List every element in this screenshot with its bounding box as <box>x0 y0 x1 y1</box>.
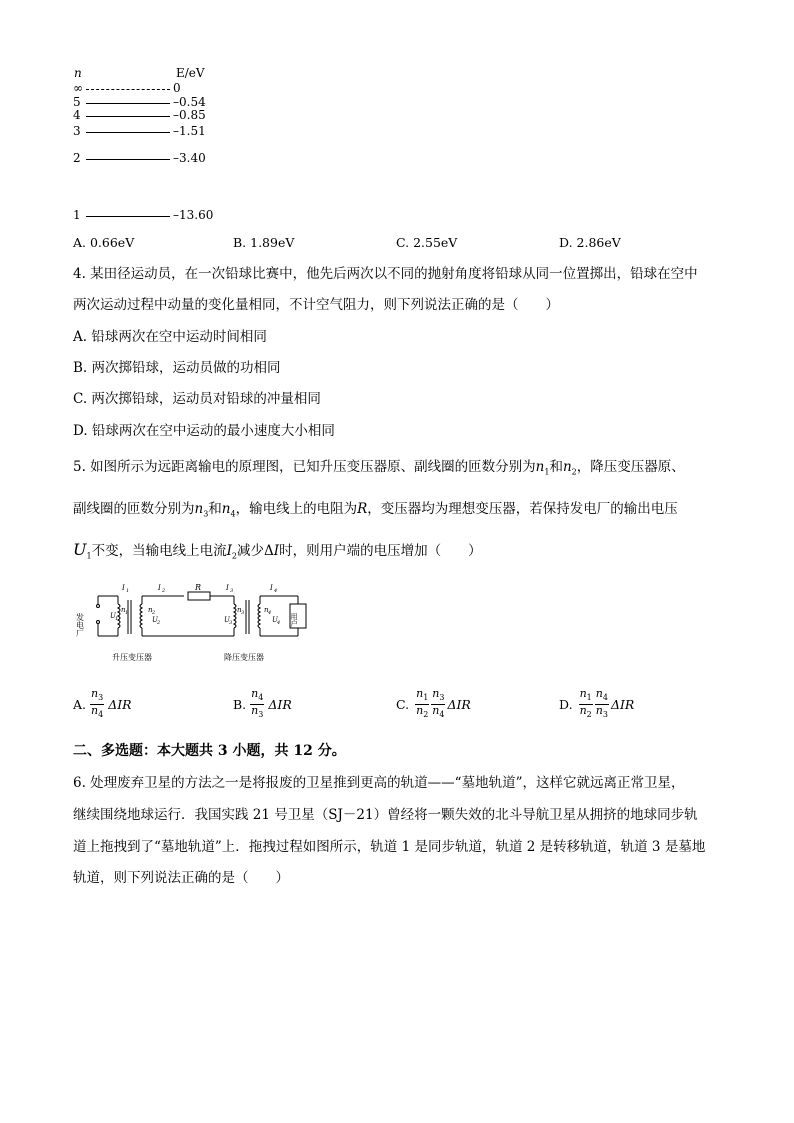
svg-text:1: 1 <box>126 588 130 594</box>
q5-option-b: B. $\frac{n_4}{n_3}$ ΔIR <box>233 687 292 720</box>
q5-option-d: D. $\frac{n_1}{n_2}$ $\frac{n_4}{n_3}$ ΔIR <box>559 687 635 720</box>
fraction: $\frac{n_3}{n_4}$ <box>432 687 445 720</box>
q6-stem-line3: 道上拖拽到了“墓地轨道”上．拖拽过程如图所示，轨道 1 是同步轨道，轨道 2 是转移轨道，轨道 3 是墓地 <box>73 839 706 855</box>
level-e-5: –0.54 <box>173 95 206 109</box>
level-e-1: –13.60 <box>173 208 214 222</box>
svg-text:2: 2 <box>157 620 161 626</box>
svg-text:2: 2 <box>162 588 166 594</box>
svg-text:4: 4 <box>268 610 272 616</box>
svg-text:I: I <box>270 584 273 592</box>
level-e-4: –0.85 <box>173 108 206 122</box>
level-n-1: 1 <box>73 208 81 222</box>
fraction: $\frac{n_4}{n_3}$ <box>251 687 264 720</box>
q6-stem-line4: 轨道，则下列说法正确的是（ ） <box>73 870 289 886</box>
section-heading-multiple-choice: 二、多选题：本大题共 3 小题，共 12 分。 <box>73 743 346 759</box>
svg-text:4: 4 <box>274 588 278 594</box>
circuit-user-label: 用户 <box>290 613 298 627</box>
svg-text:4: 4 <box>277 620 281 626</box>
fraction: $\frac{n_3}{n_4}$ <box>91 687 104 720</box>
q3-option-a: A. 0.66eV <box>73 235 135 250</box>
level-e-3: –1.51 <box>173 124 206 138</box>
level-line-3 <box>86 132 170 133</box>
svg-text:U: U <box>272 616 278 624</box>
svg-text:I: I <box>122 584 125 592</box>
svg-text:U: U <box>152 616 158 624</box>
circuit-step-up-label: 升压变压器 <box>112 653 152 662</box>
svg-text:I: I <box>158 584 161 592</box>
svg-text:n: n <box>264 606 269 614</box>
level-n-5: 5 <box>73 95 81 109</box>
svg-text:n: n <box>237 606 242 614</box>
svg-text:n: n <box>121 606 126 614</box>
n-axis-label: n <box>74 66 82 80</box>
q4-stem-line2: 两次运动过程中动量的变化量相同，不计空气阻力，则下列说法正确的是（ ） <box>73 297 559 313</box>
svg-text:3: 3 <box>230 588 234 594</box>
svg-text:n: n <box>148 606 153 614</box>
q3-option-c: C. 2.55eV <box>396 235 458 250</box>
q3-option-b: B. 1.89eV <box>233 235 295 250</box>
svg-text:2: 2 <box>152 610 156 616</box>
q4-option-c: C. 两次掷铅球，运动员对铅球的冲量相同 <box>73 391 321 407</box>
svg-text:1: 1 <box>115 616 119 622</box>
q6-stem-line2: 继续围绕地球运行．我国实践 21 号卫星（SJ－21）曾经将一颗失效的北斗导航卫星从拥挤的地球同步轨 <box>73 807 698 823</box>
svg-text:U: U <box>224 616 230 624</box>
svg-text:U: U <box>110 612 116 620</box>
svg-text:3: 3 <box>241 610 245 616</box>
svg-text:1: 1 <box>125 610 129 616</box>
q4-option-d: D. 铅球两次在空中运动的最小速度大小相同 <box>73 423 335 439</box>
level-e-inf: 0 <box>173 81 181 95</box>
q4-stem-line1: 4. 某田径运动员，在一次铅球比赛中，他先后两次以不同的抛射角度将铅球从同一位置掷出，铅球在空中 <box>73 266 698 282</box>
transmission-circuit-diagram <box>74 578 314 668</box>
q5-option-c: C. $\frac{n_1}{n_2}$ $\frac{n_3}{n_4}$ ΔIR <box>396 687 471 720</box>
level-n-4: 4 <box>73 108 81 122</box>
q6-stem-line1: 6. 处理废弃卫星的方法之一是将报废的卫星推到更高的轨道——“墓地轨道”，这样它就远离正常卫星， <box>73 775 685 791</box>
level-n-2: 2 <box>73 151 81 165</box>
level-line-5 <box>86 103 170 104</box>
circuit-step-down-label: 降压变压器 <box>224 653 264 662</box>
fraction: $\frac{n_1}{n_2}$ <box>416 687 429 720</box>
circuit-generator-label: 发电厂 <box>75 613 85 637</box>
energy-axis-label: E/eV <box>176 66 205 80</box>
q5-stem-line3: $U_1$不变，当输电线上电流$I_2$减少ΔI时，则用户端的电压增加（ ） <box>73 540 482 561</box>
svg-text:I: I <box>226 584 229 592</box>
level-line-2 <box>86 159 170 160</box>
level-line-inf <box>86 89 170 90</box>
q5-stem-line1: 5. 如图所示为远距离输电的原理图，已知升压变压器原、副线圈的匝数分别为$n_1$和$n_2$，降压变压器原、 <box>73 459 685 477</box>
q4-option-a: A. 铅球两次在空中运动时间相同 <box>73 329 267 345</box>
q5-option-a: A. $\frac{n_3}{n_4}$ ΔIR <box>73 687 132 720</box>
circuit-resistor-label: R <box>195 583 202 592</box>
level-line-1 <box>86 216 170 217</box>
level-e-2: –3.40 <box>173 151 206 165</box>
level-n-3: 3 <box>73 124 81 138</box>
level-n-inf: ∞ <box>73 81 83 95</box>
q3-option-d: D. 2.86eV <box>559 235 621 250</box>
svg-text:3: 3 <box>229 620 233 626</box>
fraction: $\frac{n_4}{n_3}$ <box>595 687 608 720</box>
fraction: $\frac{n_1}{n_2}$ <box>579 687 592 720</box>
q5-stem-line2: 副线圈的匝数分别为$n_3$和$n_4$，输电线上的电阻为R，变压器均为理想变压器，若保持发电厂的输出电压 <box>73 501 678 519</box>
level-line-4 <box>86 116 170 117</box>
q4-option-b: B. 两次掷铅球，运动员做的功相同 <box>73 360 281 376</box>
